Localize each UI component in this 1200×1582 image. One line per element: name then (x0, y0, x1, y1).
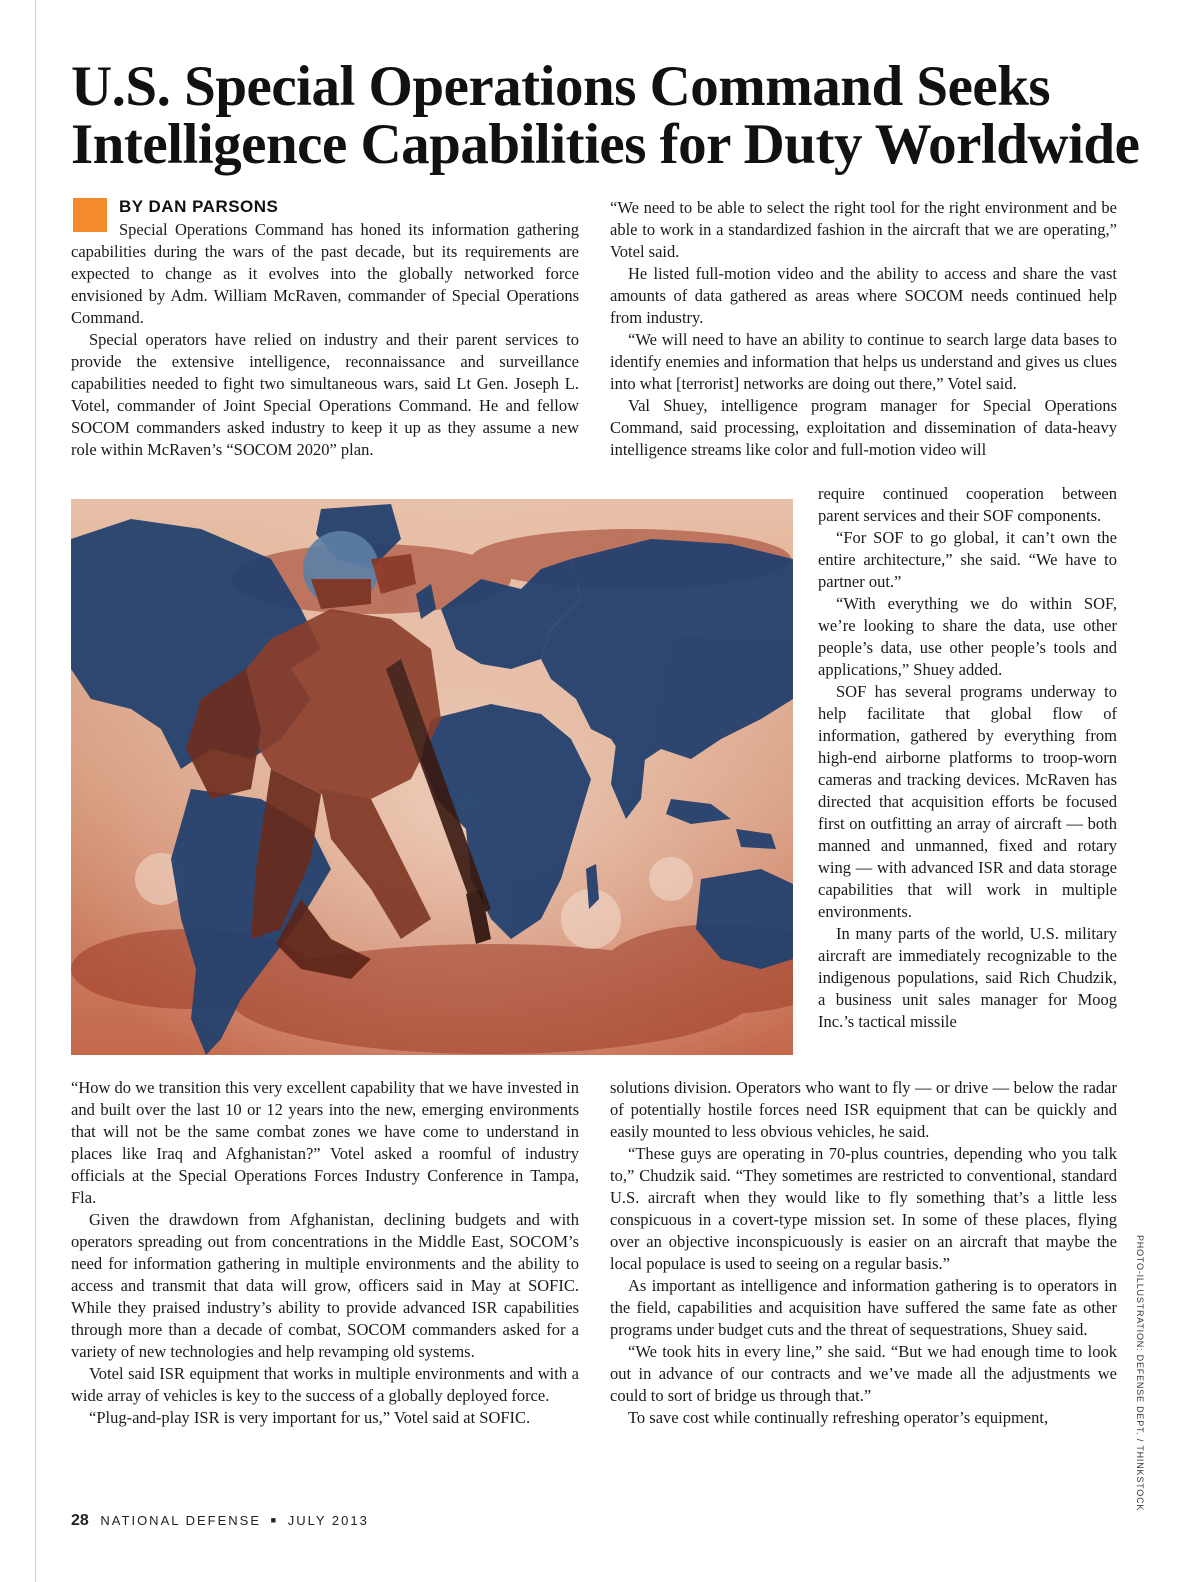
right-column-wrap (818, 483, 1117, 1033)
paragraph: “For SOF to go global, it can’t own the entire architecture,” she said. “We have to partner out.” (818, 528, 1117, 591)
paragraph: require continued cooperation between parent services and their SOF components. (818, 484, 1117, 525)
paragraph: “With everything we do within SOF, we’re looking to share the data, use other people’s data, use other people’s tools and applications,” Shuey added. (818, 594, 1117, 679)
right-column-top (610, 197, 1117, 461)
paragraph: “We will need to have an ability to continue to search large data bases to identify enemies and information that helps us understand and gives us clues into what [terrorist] networks are doing out there,” Votel said. (610, 330, 1117, 393)
paragraph: “We took hits in every line,” she said. “But we had enough time to look out in advance of our contracts and we’ve made all the adjustments we could to sort of bridge us through that.” (610, 1342, 1117, 1405)
paragraph: solutions division. Operators who want to fly — or drive — below the radar of potentially hostile forces need ISR equipment that can be quickly and easily mounted to less obvious vehicles, he said. (610, 1078, 1117, 1141)
photo-credit: PHOTO-ILLUSTRATION: DEFENSE DEPT. / THINKSTOCK (1135, 1235, 1145, 1512)
paragraph: “How do we transition this very excellent capability that we have invested in and built over the last 10 or 12 years into the new, emerging environments that will not be the same combat zones we have come to understand in places like Iraq and Afghanistan?” Votel asked a roomful of industry officials at the Special Operations Forces Industry Conference in Tampa, Fla. (71, 1078, 579, 1207)
paragraph: SOF has several programs underway to help facilitate that global flow of information, gathered by everything from high-end airborne platforms to troop-worn cameras and tracking devices. McRaven has directed that acquisition efforts be focused first on outfitting an array of aircraft — both manned and unmanned, fixed and rotary wing — with advanced ISR and data storage capabilities that will work in multiple environments. (818, 682, 1117, 921)
paragraph: “These guys are operating in 70-plus countries, depending who you talk to,” Chudzik said. “They sometimes are restricted to conventional, standard U.S. aircraft when they would like to fly something that’s a little less conspicuous in a covert-type mission set. In some of these places, flying over an objective inconspicuously is easier on an aircraft that maybe the local populace is used to seeing on a regular basis.” (610, 1144, 1117, 1273)
right-column-bottom (610, 1077, 1117, 1429)
page-number: 28 (71, 1512, 89, 1529)
headline-line-2: Intelligence Capabilities for Duty Worldwide (71, 113, 1140, 176)
paragraph: Val Shuey, intelligence program manager for Special Operations Command, said processing, exploitation and dissemination of data-heavy intelligence streams like color and full-motion video will (610, 396, 1117, 459)
paragraph: As important as intelligence and information gathering is to operators in the field, capabilities and acquisition have suffered the same fate as other programs under budget cuts and the threat of sequestrations, Shuey said. (610, 1276, 1117, 1339)
page-margin-rule (35, 0, 36, 1582)
paragraph: Special Operations Command has honed its information gathering capabilities during the wars of the past decade, but its requirements are expected to change as it evolves into the globally networked force envisioned by Adm. William McRaven, commander of Special Operations Command. (71, 220, 579, 327)
footer-separator-icon: ■ (270, 1515, 279, 1525)
byline: BY DAN PARSONS (119, 197, 279, 216)
paragraph: Votel said ISR equipment that works in multiple environments and with a wide array of vehicles is key to the success of a globally deployed force. (71, 1364, 579, 1405)
paragraph: In many parts of the world, U.S. military aircraft are immediately recognizable to the indigenous populations, said Rich Chudzik, a business unit sales manager for Moog Inc.’s tactical missile (818, 924, 1117, 1031)
issue-date: JULY 2013 (287, 1513, 369, 1528)
soldier-world-map-image (71, 499, 793, 1055)
photo-illustration (71, 499, 793, 1055)
paragraph: Given the drawdown from Afghanistan, declining budgets and with operators spreading out from concentrations in the Middle East, SOCOM’s need for information gathering in multiple environments and the ability to access and transmit that data will grow, officers said in May at SOFIC. While they praised industry’s ability to provide advanced ISR capabilities through more than a decade of combat, SOCOM commanders asked for a variety of new technologies and help revamping old systems. (71, 1210, 579, 1361)
article-headline (71, 55, 1140, 176)
paragraph: Special operators have relied on industry and their parent services to provide the extensive intelligence, reconnaissance and surveillance capabilities needed to fight two simultaneous wars, said Lt Gen. Joseph L. Votel, commander of Joint Special Operations Command. He and fellow SOCOM commanders asked industry to keep it up as they assume a new role within McRaven’s “SOCOM 2020” plan. (71, 330, 579, 459)
paragraph: To save cost while continually refreshing operator’s equipment, (628, 1408, 1049, 1427)
publication-name: NATIONAL DEFENSE (100, 1513, 261, 1528)
paragraph: “Plug-and-play ISR is very important for us,” Votel said at SOFIC. (89, 1408, 531, 1427)
paragraph: He listed full-motion video and the ability to access and share the vast amounts of data gathered as areas where SOCOM needs continued help from industry. (610, 264, 1117, 327)
left-column-bottom (71, 1077, 579, 1429)
left-column-top (71, 219, 579, 461)
paragraph: “We need to be able to select the right tool for the right environment and be able to work in a standardized fashion in the aircraft that we are operating,” Votel said. (610, 198, 1117, 261)
page-footer (71, 1512, 369, 1530)
headline-line-1: U.S. Special Operations Command Seeks (71, 55, 1051, 118)
